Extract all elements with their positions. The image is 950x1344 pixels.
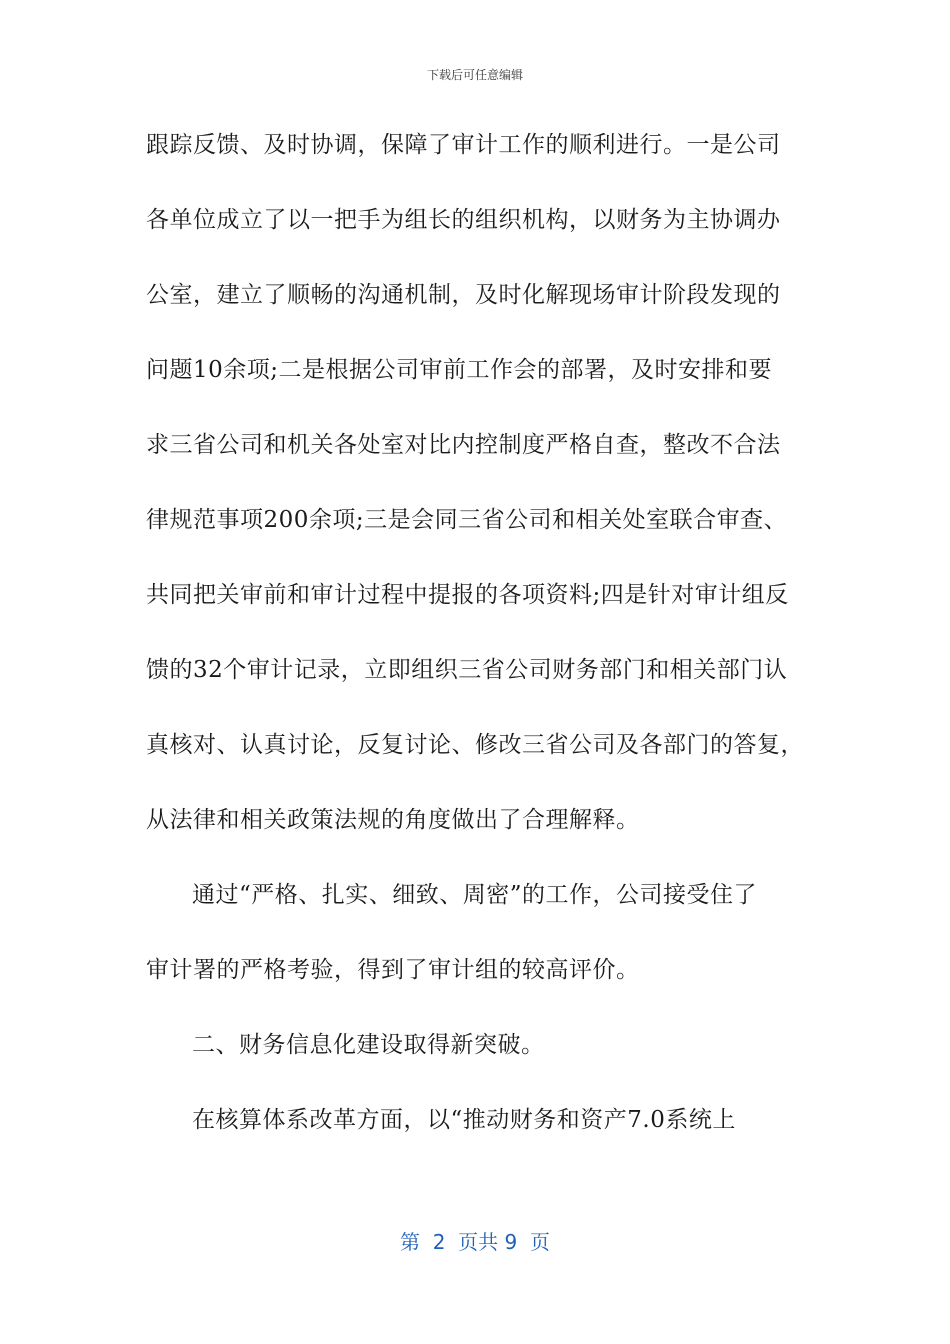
body-line: 共同把关审前和审计过程中提报的各项资料;四是针对审计组反	[146, 582, 789, 608]
body-line: 馈的32个审计记录，立即组织三省公司财务部门和相关部门认	[146, 657, 788, 683]
header-note: 下载后可任意编辑	[426, 68, 523, 82]
body-line: 各单位成立了以一把手为组长的组织机构，以财务为主协调办	[146, 207, 781, 233]
paragraph-start-line: 通过“严格、扎实、细致、周密”的工作，公司接受住了	[192, 882, 758, 908]
body-line: 求三省公司和机关各处室对比内控制度严格自查，整改不合法	[146, 432, 781, 458]
paragraph-start-line: 在核算体系改革方面，以“推动财务和资产7.0系统上	[192, 1107, 736, 1133]
body-line: 真核对、认真讨论，反复讨论、修改三省公司及各部门的答复，	[146, 732, 804, 758]
body-line: 从法律和相关政策法规的角度做出了合理解释。	[146, 807, 640, 833]
body-line: 律规范事项200余项;三是会同三省公司和相关处室联合审查、	[146, 507, 788, 533]
section-heading: 二、财务信息化建设取得新突破。	[192, 1032, 545, 1058]
page-number-footer: 第 2 页共 9 页	[400, 1230, 550, 1254]
body-line: 跟踪反馈、及时协调，保障了审计工作的顺利进行。一是公司	[146, 132, 781, 158]
document-body	[146, 125, 806, 1175]
body-line: 问题10余项;二是根据公司审前工作会的部署，及时安排和要	[146, 357, 773, 383]
body-line: 审计署的严格考验，得到了审计组的较高评价。	[146, 957, 640, 983]
body-line: 公室，建立了顺畅的沟通机制，及时化解现场审计阶段发现的	[146, 282, 781, 308]
